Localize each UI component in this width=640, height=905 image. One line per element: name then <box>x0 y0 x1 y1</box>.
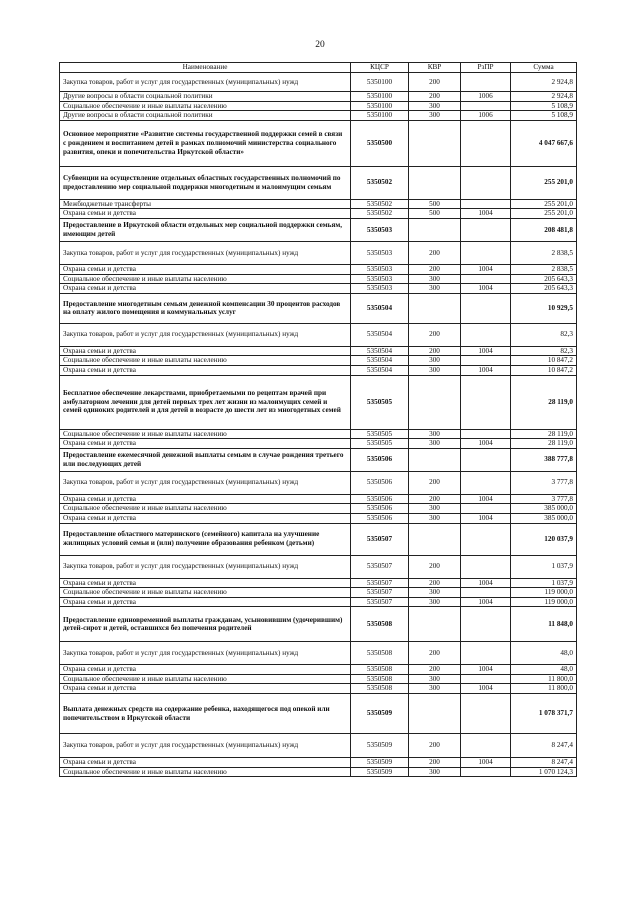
row-kvr: 300 <box>409 284 461 294</box>
row-kcsr: 5350100 <box>351 101 409 111</box>
row-kvr <box>409 166 461 199</box>
row-name: Закупка товаров, работ и услуг для государственных (муниципальных) нужд <box>60 642 351 665</box>
row-sum: 5 108,9 <box>511 101 577 111</box>
table-row <box>60 767 577 777</box>
row-rzpr <box>461 274 511 284</box>
row-kcsr: 5350504 <box>351 293 409 323</box>
table-row <box>60 284 577 294</box>
row-kvr: 300 <box>409 429 461 439</box>
row-name: Социальное обеспечение и иные выплаты населению <box>60 274 351 284</box>
row-kvr: 300 <box>409 684 461 694</box>
row-name: Охрана семьи и детства <box>60 439 351 449</box>
row-name: Предоставление многодетным семьям денежной компенсации 30 процентов расходов на оплату жилого помещения и коммунальных услуг <box>60 293 351 323</box>
row-sum: 28 119,0 <box>511 375 577 429</box>
row-kvr <box>409 694 461 734</box>
row-kvr: 200 <box>409 494 461 504</box>
row-kcsr: 5350506 <box>351 494 409 504</box>
row-rzpr <box>461 199 511 209</box>
row-sum: 119 000,0 <box>511 597 577 607</box>
table-row <box>60 758 577 768</box>
row-name: Закупка товаров, работ и услуг для государственных (муниципальных) нужд <box>60 471 351 494</box>
row-kvr: 300 <box>409 674 461 684</box>
table-row <box>60 513 577 523</box>
row-name: Выплата денежных средств на содержание ребенка, находящегося под опекой или попечительством в Иркутской области <box>60 694 351 734</box>
row-rzpr <box>461 323 511 346</box>
row-sum: 255 201,0 <box>511 166 577 199</box>
table-row <box>60 92 577 102</box>
row-kvr: 300 <box>409 274 461 284</box>
row-sum: 2 838,5 <box>511 264 577 274</box>
row-rzpr: 1004 <box>461 597 511 607</box>
row-name: Охрана семьи и детства <box>60 665 351 675</box>
row-rzpr <box>461 293 511 323</box>
table-row <box>60 578 577 588</box>
row-name: Охрана семьи и детства <box>60 494 351 504</box>
row-rzpr: 1004 <box>461 365 511 375</box>
row-kcsr: 5350100 <box>351 73 409 92</box>
row-kcsr: 5350508 <box>351 607 409 642</box>
row-kcsr: 5350508 <box>351 674 409 684</box>
row-name: Бесплатное обеспечение лекарствами, приобретаемыми по рецептам врачей при амбулаторном лечении для детей первых трех лет жизни из малоимущих семей и семей одиноких родителей и для детей в возрасте до шести лет из многодетных семей <box>60 375 351 429</box>
row-rzpr <box>461 607 511 642</box>
row-kvr: 300 <box>409 588 461 598</box>
table-row <box>60 523 577 555</box>
table-row <box>60 674 577 684</box>
row-kcsr: 5350502 <box>351 199 409 209</box>
row-rzpr <box>461 375 511 429</box>
row-rzpr <box>461 694 511 734</box>
budget-table <box>59 62 577 777</box>
row-sum: 1 070 124,3 <box>511 767 577 777</box>
row-name: Предоставление в Иркутской области отдельных мер социальной поддержки семьям, имеющим детей <box>60 218 351 241</box>
row-kvr: 300 <box>409 513 461 523</box>
table-header-row <box>60 63 577 73</box>
row-kvr: 300 <box>409 111 461 121</box>
row-sum: 48,0 <box>511 665 577 675</box>
row-name: Охрана семьи и детства <box>60 346 351 356</box>
row-name: Предоставление единовременной выплаты гражданам, усыновившим (удочерившим) детей-сирот и детей, оставшихся без попечения родителей <box>60 607 351 642</box>
table-row <box>60 439 577 449</box>
table-row <box>60 264 577 274</box>
row-kvr <box>409 523 461 555</box>
row-rzpr: 1006 <box>461 92 511 102</box>
row-sum: 28 119,0 <box>511 429 577 439</box>
row-name: Охрана семьи и детства <box>60 597 351 607</box>
row-kvr: 200 <box>409 241 461 264</box>
row-name: Социальное обеспечение и иные выплаты населению <box>60 429 351 439</box>
row-sum: 82,3 <box>511 346 577 356</box>
table-row <box>60 448 577 471</box>
table-row <box>60 293 577 323</box>
row-sum: 1 037,9 <box>511 555 577 578</box>
row-name: Социальное обеспечение и иные выплаты населению <box>60 588 351 598</box>
row-name: Социальное обеспечение и иные выплаты населению <box>60 504 351 514</box>
row-name: Охрана семьи и детства <box>60 758 351 768</box>
row-kcsr: 5350503 <box>351 264 409 274</box>
row-kvr: 200 <box>409 555 461 578</box>
row-rzpr <box>461 120 511 166</box>
row-name: Социальное обеспечение и иные выплаты населению <box>60 101 351 111</box>
row-kvr <box>409 607 461 642</box>
row-rzpr: 1004 <box>461 684 511 694</box>
row-kcsr: 5350509 <box>351 694 409 734</box>
row-sum: 3 777,8 <box>511 471 577 494</box>
row-kvr: 300 <box>409 101 461 111</box>
row-rzpr <box>461 523 511 555</box>
row-sum: 10 847,2 <box>511 365 577 375</box>
row-kcsr: 5350506 <box>351 471 409 494</box>
row-sum: 5 108,9 <box>511 111 577 121</box>
header-kcsr: КЦСР <box>351 63 409 73</box>
row-kvr <box>409 375 461 429</box>
row-sum: 385 000,0 <box>511 504 577 514</box>
row-kcsr: 5350503 <box>351 284 409 294</box>
row-name: Предоставление областного материнского (семейного) капитала на улучшение жилищных условий семьи и (или) получение образования ребенком (детьми) <box>60 523 351 555</box>
row-name: Закупка товаров, работ и услуг для государственных (муниципальных) нужд <box>60 555 351 578</box>
table-row <box>60 588 577 598</box>
row-name: Основное мероприятие «Развитие системы государственной поддержки семей в связи с рождением и воспитанием детей в рамках полномочий министерства социального развития, опеки и попечительства Иркутской области» <box>60 120 351 166</box>
row-sum: 4 047 667,6 <box>511 120 577 166</box>
row-kcsr: 5350504 <box>351 346 409 356</box>
row-sum: 82,3 <box>511 323 577 346</box>
row-kcsr: 5350503 <box>351 218 409 241</box>
row-rzpr: 1004 <box>461 665 511 675</box>
row-kcsr: 5350504 <box>351 323 409 346</box>
row-kcsr: 5350506 <box>351 504 409 514</box>
row-name: Социальное обеспечение и иные выплаты населению <box>60 674 351 684</box>
row-kvr: 200 <box>409 323 461 346</box>
row-kcsr: 5350504 <box>351 356 409 366</box>
row-name: Другие вопросы в области социальной политики <box>60 92 351 102</box>
table-row <box>60 111 577 121</box>
table-row <box>60 346 577 356</box>
table-row <box>60 365 577 375</box>
row-sum: 388 777,8 <box>511 448 577 471</box>
row-kcsr: 5350507 <box>351 588 409 598</box>
row-name: Социальное обеспечение и иные выплаты населению <box>60 356 351 366</box>
row-kvr: 300 <box>409 504 461 514</box>
row-kvr: 500 <box>409 199 461 209</box>
row-kcsr: 5350503 <box>351 241 409 264</box>
row-name: Охрана семьи и детства <box>60 513 351 523</box>
row-name: Охрана семьи и детства <box>60 284 351 294</box>
row-rzpr: 1006 <box>461 111 511 121</box>
row-rzpr <box>461 642 511 665</box>
row-sum: 385 000,0 <box>511 513 577 523</box>
row-sum: 2 924,8 <box>511 73 577 92</box>
row-kvr: 200 <box>409 642 461 665</box>
row-name: Субвенции на осуществление отдельных областных государственных полномочий по предоставлению мер социальной поддержки многодетным и малоимущим семьям <box>60 166 351 199</box>
table-row <box>60 375 577 429</box>
row-sum: 11 800,0 <box>511 684 577 694</box>
table-row <box>60 694 577 734</box>
row-sum: 1 078 371,7 <box>511 694 577 734</box>
row-rzpr <box>461 166 511 199</box>
row-rzpr <box>461 356 511 366</box>
row-rzpr: 1004 <box>461 264 511 274</box>
row-name: Охрана семьи и детства <box>60 684 351 694</box>
table-row <box>60 471 577 494</box>
table-row <box>60 241 577 264</box>
table-row <box>60 218 577 241</box>
row-kcsr: 5350504 <box>351 365 409 375</box>
row-name: Охрана семьи и детства <box>60 365 351 375</box>
row-name: Закупка товаров, работ и услуг для государственных (муниципальных) нужд <box>60 241 351 264</box>
row-sum: 205 643,3 <box>511 274 577 284</box>
page-number: 20 <box>315 40 325 50</box>
row-rzpr: 1004 <box>461 209 511 219</box>
row-kvr: 300 <box>409 597 461 607</box>
row-kcsr: 5350505 <box>351 439 409 449</box>
table-row <box>60 555 577 578</box>
table-row <box>60 274 577 284</box>
row-rzpr <box>461 471 511 494</box>
row-sum: 3 777,8 <box>511 494 577 504</box>
row-kcsr: 5350503 <box>351 274 409 284</box>
row-rzpr <box>461 674 511 684</box>
table-row <box>60 665 577 675</box>
row-kcsr: 5350506 <box>351 448 409 471</box>
row-sum: 120 037,9 <box>511 523 577 555</box>
row-kvr: 200 <box>409 665 461 675</box>
row-rzpr <box>461 101 511 111</box>
row-kcsr: 5350508 <box>351 665 409 675</box>
row-kvr <box>409 218 461 241</box>
row-kcsr: 5350502 <box>351 209 409 219</box>
row-kcsr: 5350508 <box>351 684 409 694</box>
row-kvr <box>409 448 461 471</box>
header-rzpr: РзПР <box>461 63 511 73</box>
table-row <box>60 199 577 209</box>
row-rzpr <box>461 588 511 598</box>
table-row <box>60 101 577 111</box>
header-name: Наименование <box>60 63 351 73</box>
row-kvr <box>409 293 461 323</box>
row-sum: 119 000,0 <box>511 588 577 598</box>
row-name: Закупка товаров, работ и услуг для государственных (муниципальных) нужд <box>60 323 351 346</box>
table-row <box>60 73 577 92</box>
table-row <box>60 597 577 607</box>
row-rzpr: 1004 <box>461 494 511 504</box>
row-sum: 205 643,3 <box>511 284 577 294</box>
table-row <box>60 607 577 642</box>
row-kvr: 300 <box>409 365 461 375</box>
row-rzpr <box>461 767 511 777</box>
row-kcsr: 5350500 <box>351 120 409 166</box>
row-name: Другие вопросы в области социальной политики <box>60 111 351 121</box>
row-name: Охрана семьи и детства <box>60 209 351 219</box>
row-kcsr: 5350507 <box>351 523 409 555</box>
row-rzpr <box>461 429 511 439</box>
row-sum: 28 119,0 <box>511 439 577 449</box>
row-kcsr: 5350507 <box>351 555 409 578</box>
row-name: Предоставление ежемесячной денежной выплаты семьям в случае рождения третьего или последующих детей <box>60 448 351 471</box>
row-sum: 10 929,5 <box>511 293 577 323</box>
row-kvr <box>409 120 461 166</box>
table-row <box>60 642 577 665</box>
row-kvr: 200 <box>409 734 461 758</box>
row-kvr: 200 <box>409 578 461 588</box>
table-row <box>60 356 577 366</box>
row-kcsr: 5350507 <box>351 578 409 588</box>
row-rzpr <box>461 734 511 758</box>
row-rzpr: 1004 <box>461 346 511 356</box>
row-kvr: 500 <box>409 209 461 219</box>
table-row <box>60 684 577 694</box>
row-kcsr: 5350505 <box>351 375 409 429</box>
row-kcsr: 5350509 <box>351 758 409 768</box>
row-sum: 255 201,0 <box>511 199 577 209</box>
row-kvr: 200 <box>409 73 461 92</box>
row-sum: 255 201,0 <box>511 209 577 219</box>
table-row <box>60 166 577 199</box>
row-kvr: 200 <box>409 92 461 102</box>
row-kvr: 200 <box>409 264 461 274</box>
row-kcsr: 5350502 <box>351 166 409 199</box>
table-row <box>60 494 577 504</box>
header-kvr: КВР <box>409 63 461 73</box>
row-name: Закупка товаров, работ и услуг для государственных (муниципальных) нужд <box>60 734 351 758</box>
row-rzpr <box>461 241 511 264</box>
row-rzpr <box>461 218 511 241</box>
table-row <box>60 209 577 219</box>
row-kvr: 200 <box>409 346 461 356</box>
row-sum: 2 924,8 <box>511 92 577 102</box>
row-sum: 8 247,4 <box>511 734 577 758</box>
row-kvr: 200 <box>409 471 461 494</box>
row-sum: 11 800,0 <box>511 674 577 684</box>
row-sum: 2 838,5 <box>511 241 577 264</box>
row-kcsr: 5350509 <box>351 767 409 777</box>
row-name: Охрана семьи и детства <box>60 578 351 588</box>
row-sum: 11 848,0 <box>511 607 577 642</box>
row-rzpr <box>461 73 511 92</box>
row-rzpr: 1004 <box>461 758 511 768</box>
header-sum: Сумма <box>511 63 577 73</box>
row-kcsr: 5350100 <box>351 92 409 102</box>
row-kcsr: 5350505 <box>351 429 409 439</box>
row-rzpr: 1004 <box>461 578 511 588</box>
row-name: Межбюджетные трансферты <box>60 199 351 209</box>
row-rzpr: 1004 <box>461 439 511 449</box>
row-kcsr: 5350100 <box>351 111 409 121</box>
row-rzpr <box>461 504 511 514</box>
table-row <box>60 429 577 439</box>
row-rzpr <box>461 448 511 471</box>
row-sum: 8 247,4 <box>511 758 577 768</box>
row-name: Охрана семьи и детства <box>60 264 351 274</box>
table-row <box>60 120 577 166</box>
row-kvr: 300 <box>409 767 461 777</box>
row-name: Социальное обеспечение и иные выплаты населению <box>60 767 351 777</box>
row-kcsr: 5350507 <box>351 597 409 607</box>
table-row <box>60 323 577 346</box>
table-row <box>60 504 577 514</box>
row-kcsr: 5350508 <box>351 642 409 665</box>
row-rzpr: 1004 <box>461 284 511 294</box>
row-kvr: 300 <box>409 439 461 449</box>
row-kcsr: 5350506 <box>351 513 409 523</box>
row-sum: 10 847,2 <box>511 356 577 366</box>
row-sum: 1 037,9 <box>511 578 577 588</box>
row-kcsr: 5350509 <box>351 734 409 758</box>
table-row <box>60 734 577 758</box>
row-rzpr <box>461 555 511 578</box>
row-sum: 48,0 <box>511 642 577 665</box>
row-kvr: 300 <box>409 356 461 366</box>
table-body <box>60 73 577 777</box>
row-kvr: 200 <box>409 758 461 768</box>
row-name: Закупка товаров, работ и услуг для государственных (муниципальных) нужд <box>60 73 351 92</box>
row-rzpr: 1004 <box>461 513 511 523</box>
row-sum: 208 481,8 <box>511 218 577 241</box>
